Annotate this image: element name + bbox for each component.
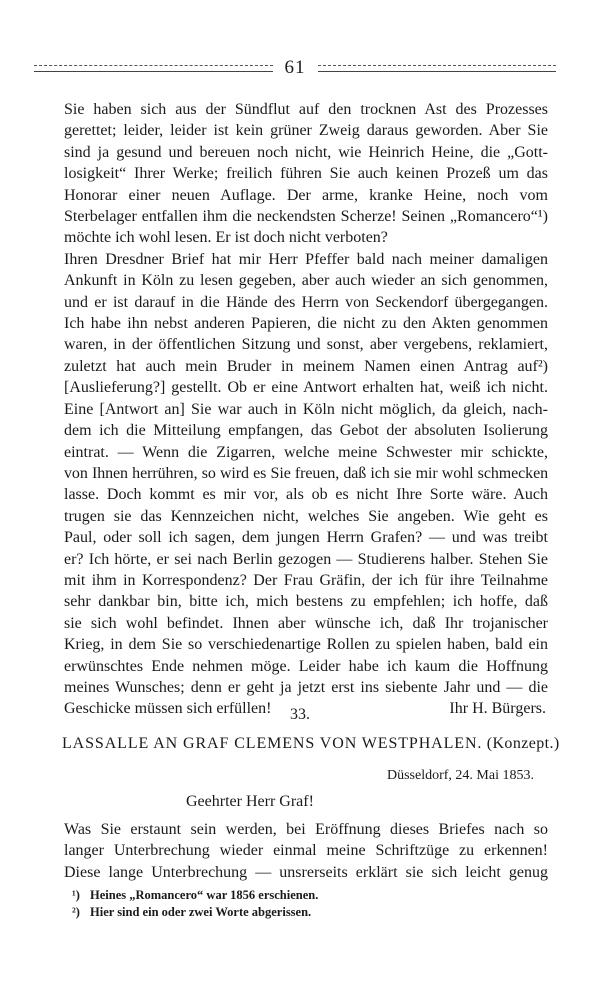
footnote-text: Heines „Romancero“ war 1856 erschienen.	[90, 888, 319, 902]
text-line: gerettet; leider, leider ist kein grüner Zweig daraus geworden. Aber Sie	[64, 122, 548, 140]
section-number: 33.	[290, 706, 310, 723]
section-title-text: LASSALLE AN GRAF CLEMENS VON WESTPHALEN.	[62, 735, 483, 752]
text-line: zuletzt hat auch mein Bruder in meinem Namen einen Antrag auf²)	[64, 357, 548, 375]
header-rule-left	[34, 65, 273, 72]
text-line: waren, in der öffentlichen Sitzung und sonst, aber vergebens, reklamiert,	[64, 336, 548, 354]
footnote-mark: ¹)	[72, 888, 80, 902]
footnotes	[72, 887, 318, 921]
footnote-mark: ²)	[72, 905, 80, 919]
text-line: eintrat. — Wenn die Zigarren, welche meine Schwester mir schickte,	[64, 443, 548, 461]
text-line: mit ihm in Korrespondenz? Der Frau Gräfin, der ich für ihre Teilnahme	[64, 571, 548, 589]
header-rule-right	[318, 65, 557, 72]
text-line: Sie haben sich aus der Sündflut auf den trocknen Ast des Prozesses	[64, 101, 548, 118]
text-line: und er ist darauf in die Hände des Herrn von Seckendorf übergegangen.	[64, 293, 548, 311]
text-line: erwünschtes Ende nehmen möge. Leider habe ich kaum die Hoffnung	[64, 657, 548, 675]
text-line: möchte ich wohl lesen. Er ist doch nicht verboten?	[64, 229, 388, 247]
text-line: sind ja gesund und bereuen noch nicht, wie Heinrich Heine, die „Gott-	[64, 143, 548, 161]
text-line: Krieg, in dem Sie so verschiedenartige Rollen zu spielen haben, bald ein	[64, 636, 548, 654]
text-line: Was Sie erstaunt sein werden, bei Eröffnung dieses Briefes nach so	[64, 821, 548, 838]
text-line: Ankunft in Köln zu lesen gegeben, aber auch wieder an sich genommen,	[64, 272, 548, 290]
text-line: sie sich wohl befindet. Ihnen aber wünsche ich, daß Ihr trojanischer	[64, 614, 548, 632]
text-line: Ich habe ihn nebst anderen Papieren, die nicht zu den Akten genommen	[64, 315, 548, 333]
text-line: langer Unterbrechung wieder einmal meine Schriftzüge zu erkennen!	[64, 842, 548, 860]
letter-body	[64, 819, 548, 883]
page-header	[34, 56, 556, 80]
page-number: 61	[284, 57, 306, 78]
text-line: er? Ich hörte, er sei nach Berlin gezogen — Studierens halber. Stehen Sie	[64, 550, 548, 568]
footnote	[72, 904, 318, 921]
text-line: lasse. Doch kommt es mir vor, als ob es nicht Ihre Sorte wäre. Auch	[64, 486, 548, 504]
text-line: trugen sie das Kennzeichen nicht, welches Sie angeben. Wie geht es	[64, 507, 548, 525]
text-line: von Ihnen herrühren, so wird es Sie freuen, daß ich sie mir wohl schmecken	[64, 464, 548, 482]
footnote	[72, 887, 318, 904]
text-line: Sterbelager entfallen ihm die neckendsten Scherze! Seinen „Romancero“¹)	[64, 208, 548, 226]
dateline: Düsseldorf, 24. Mai 1853.	[387, 768, 534, 783]
text-line: [Auslieferung?] gestellt. Ob er eine Antwort erhalten hat, weiß ich nicht.	[64, 379, 548, 397]
footnote-text: Hier sind ein oder zwei Worte abgerissen.	[90, 905, 312, 919]
text-line: sehr dankbar bin, bitte ich, mich bestens zu empfehlen; ich hoffe, daß	[64, 593, 548, 611]
salutation: Geehrter Herr Graf!	[186, 793, 314, 810]
text-line: Diese lange Unterbrechung — unsrerseits erklärt sie sich leicht genug	[64, 863, 548, 881]
section-title-note: (Konzept.)	[486, 735, 560, 752]
text-line: Paul, oder soll ich sagen, dem jungen Herrn Grafen? — und was treibt	[64, 529, 548, 547]
signature: Ihr H. Bürgers.	[449, 700, 546, 718]
text-line: Ihren Dresdner Brief hat mir Herr Pfeffer bald nach meiner damaligen	[64, 250, 548, 268]
section-title	[62, 735, 560, 753]
text-line: dem ich die Mitteilung empfangen, das Gebot der absoluten Isolierung	[64, 422, 548, 440]
text-line: meines Wunsches; denn er geht ja jetzt erst ins siebente Jahr und — die	[64, 678, 548, 696]
letter-body-continued	[64, 99, 548, 720]
text-line: Eine [Antwort an] Sie war auch in Köln nicht möglich, da gleich, nach-	[64, 400, 548, 418]
closing-text: Geschicke müssen sich erfüllen!	[64, 700, 272, 718]
text-line: Honorar einer neuen Auflage. Der arme, kranke Heine, noch vom	[64, 186, 548, 204]
text-line: losigkeit“ Ihrer Werke; freilich führen Sie auch keinen Prozeß um das	[64, 165, 548, 183]
